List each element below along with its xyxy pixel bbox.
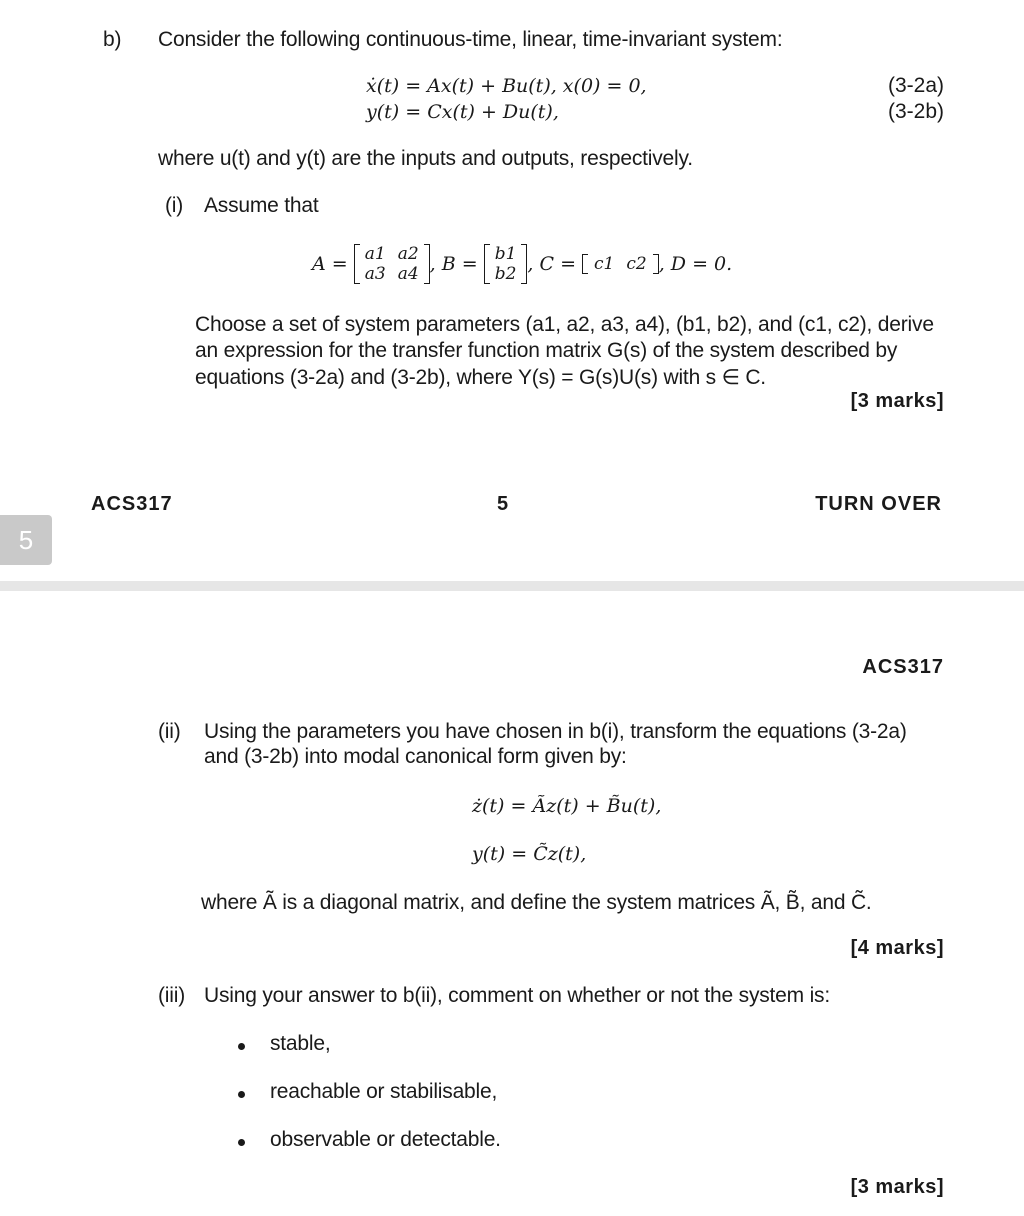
- modal-state-equation: ż(t) = Ãz(t) + B̃u(t),: [472, 795, 662, 817]
- matrix-a-entry: a1: [364, 244, 386, 264]
- part-iii-line-1: Using your answer to b(ii), comment on whether or not the system is:: [204, 984, 830, 1007]
- system-matrices-definition: [312, 244, 732, 284]
- output-equation: y(t) = Cx(t) + Du(t),: [366, 101, 559, 123]
- matrix-c-entry: c2: [626, 254, 647, 274]
- part-i-marks: [3 marks]: [850, 390, 944, 412]
- matrix-b-entry: b1: [494, 244, 517, 264]
- part-b-label: b): [103, 28, 122, 51]
- part-ii-where-text: where Ã is a diagonal matrix, and define the system matrices Ã, B̃, and C̃.: [201, 891, 872, 914]
- matrix-c-label: , C =: [527, 253, 576, 275]
- modal-output-equation: y(t) = C̃z(t),: [472, 843, 587, 865]
- part-ii-line-2: and (3-2b) into modal canonical form given by:: [204, 745, 627, 768]
- matrix-c-entry: c1: [594, 254, 615, 274]
- matrix-b-label: , B =: [429, 253, 478, 275]
- footer-course-code: ACS317: [91, 493, 173, 515]
- part-i-text-line-2: an expression for the transfer function matrix G(s) of the system described by: [195, 339, 898, 362]
- matrix-c: [582, 254, 659, 274]
- matrix-d-label: , D = 0.: [658, 253, 733, 275]
- bullet-item-stable: stable,: [270, 1032, 331, 1055]
- bullet-item-reachable: reachable or stabilisable,: [270, 1080, 498, 1103]
- equation-number-3-2b: (3-2b): [888, 100, 945, 123]
- part-ii-label: (ii): [158, 720, 181, 743]
- assume-text: Assume that: [204, 194, 319, 217]
- part-b-intro: Consider the following continuous-time, linear, time-invariant system:: [158, 28, 783, 51]
- header-course-code: ACS317: [862, 656, 944, 678]
- footer-turn-over: TURN OVER: [815, 493, 942, 515]
- bullet-item-observable: observable or detectable.: [270, 1128, 501, 1151]
- footer-page-number: 5: [497, 493, 510, 515]
- matrix-a-entry: a3: [364, 264, 386, 284]
- matrix-a: [354, 244, 430, 284]
- matrix-b-entry: b2: [494, 264, 517, 284]
- state-equation: ẋ(t) = Ax(t) + Bu(t), x(0) = 0,: [366, 75, 647, 97]
- part-i-text-line-1: Choose a set of system parameters (a1, a2, a3, a4), (b1, b2), and (c1, c2), derive: [195, 313, 934, 336]
- part-i-label: (i): [165, 194, 184, 217]
- where-inputs-outputs-text: where u(t) and y(t) are the inputs and outputs, respectively.: [158, 147, 693, 170]
- matrix-a-entry: a2: [397, 244, 419, 264]
- page-divider: [0, 581, 1024, 591]
- matrix-a-label: A =: [312, 253, 348, 275]
- bullet-icon: [238, 1091, 245, 1098]
- equation-number-3-2a: (3-2a): [888, 74, 945, 97]
- matrix-a-entry: a4: [397, 264, 419, 284]
- bullet-icon: [238, 1043, 245, 1050]
- part-iii-marks: [3 marks]: [850, 1176, 944, 1198]
- bullet-icon: [238, 1139, 245, 1146]
- part-i-text-line-3: equations (3-2a) and (3-2b), where Y(s) = G(s)U(s) with s ∈ C.: [195, 366, 766, 389]
- page-number-badge: 5: [0, 515, 52, 565]
- part-iii-label: (iii): [158, 984, 185, 1007]
- part-ii-marks: [4 marks]: [850, 937, 944, 959]
- matrix-b: [484, 244, 528, 284]
- part-ii-line-1: Using the parameters you have chosen in b(i), transform the equations (3-2a): [204, 720, 907, 743]
